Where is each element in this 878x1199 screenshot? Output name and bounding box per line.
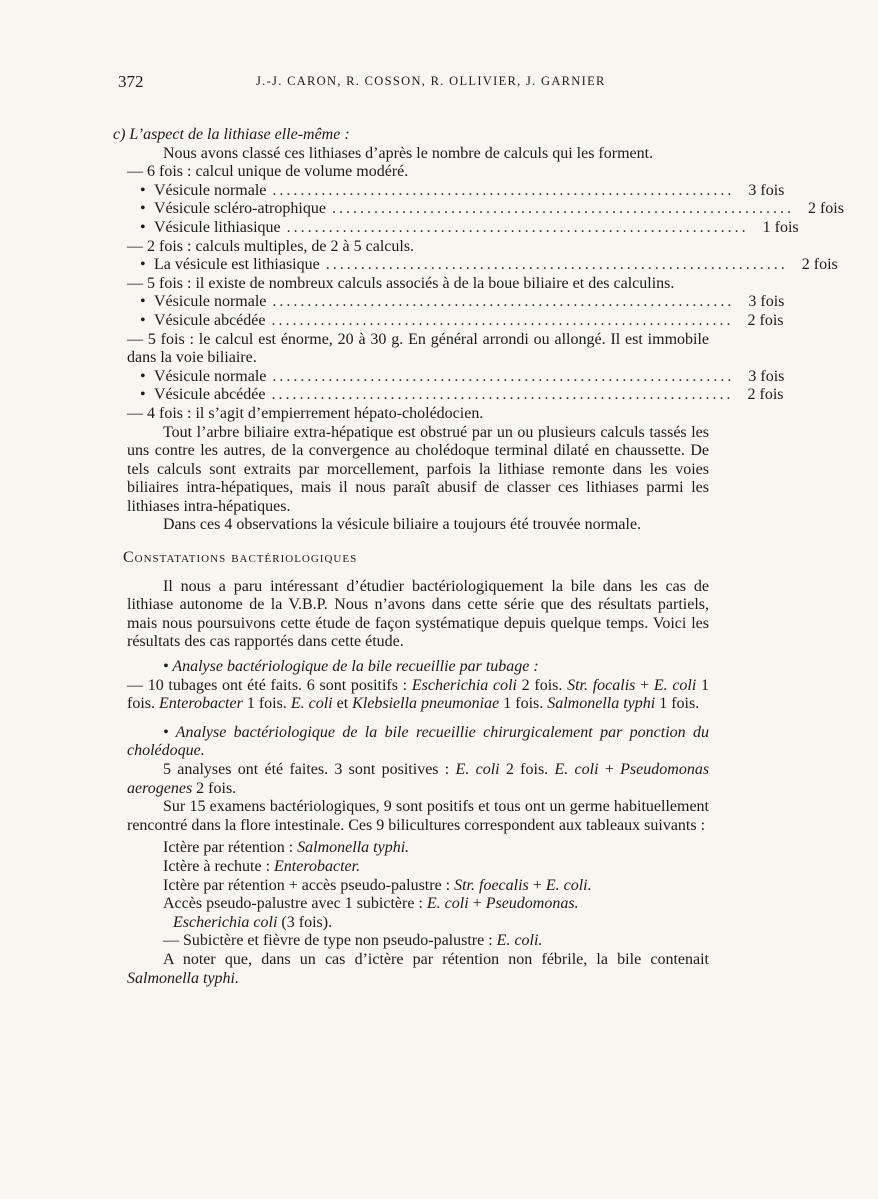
paragraph: Sur 15 examens bactériologiques, 9 sont positifs et tous ont un germe habituellement rencontré dans la flore intestinale. Ces 9 bilicultures correspondent aux tableaux suivants : xyxy=(127,798,709,834)
paragraph: Tout l’arbre biliaire extra-hépatique est obstrué par un ou plusieurs calculs tassés les uns contre les autres, de la convergence au cholédoque terminal dilaté en chaussette. De tels calculs sont extraits par morcellement, parfois la lithiase remonte dans les voies biliaires intra-hépatiques, mais il nous paraît abusif de classer ces lithiases parmi les lithiases intra-hépatiques. xyxy=(127,423,709,515)
ponction-results: 5 analyses ont été faites. 3 sont positives : E. coli 2 fois. E. coli + Pseudomonas aerogenes 2 fois. xyxy=(127,761,710,797)
tubage-results: — 10 tubages ont été faits. 6 sont positifs : Escherichia coli 2 fois. Str. focalis + E. coli 1 fois. Enterobacter 1 fois. E. coli et Klebsiella pneumoniae 1 fois. Salmonella typhi 1 fois. xyxy=(127,676,710,713)
paragraph: Il nous a paru intéressant d’étudier bactériologiquement la bile dans les cas de lithiase autonome de la V.B.P. Nous n’avons dans cette série que des résultats partiels, mais nous poursuivons cette étude de façon systématique depuis quelque temps. Voici les résultats des cas rapportés dans cette étude. xyxy=(127,577,709,651)
list-item: • Vésicule normale .................................................................. 3 fois xyxy=(140,367,785,385)
list-item: • Vésicule scléro-atrophique .................................................................. 2 fois xyxy=(140,200,844,218)
running-head-authors: J.-J. CARON, R. COSSON, R. OLLIVIER, J. GARNIER xyxy=(256,74,606,88)
page-number: 372 xyxy=(118,72,144,91)
tableau-line: Ictère à rechute : Enterobacter. xyxy=(163,857,361,875)
list-item: • Vésicule normale .................................................................. 3 fois xyxy=(140,181,785,199)
paragraph: Dans ces 4 observations la vésicule biliaire a toujours été trouvée normale. xyxy=(163,516,642,534)
page-body xyxy=(113,126,844,988)
list-item: • Vésicule abcédée .................................................................. 2 fois xyxy=(140,386,784,404)
section-c-intro: Nous avons classé ces lithiases d’après le nombre de calculs qui les forment. xyxy=(163,144,654,162)
group-1-line: — 6 fois : calcul unique de volume modéré. xyxy=(127,163,409,181)
list-item: • Vésicule lithiasique .................................................................. 1 fois xyxy=(140,218,799,236)
bacterio-heading: Constatations bactériologiques xyxy=(123,549,358,567)
ponction-heading: • Analyse bactériologique de la bile recueillie chirurgicalement par ponction du cholédoque. xyxy=(127,723,709,760)
group-5-line: — 4 fois : il s’agit d’empierrement hépato-cholédocien. xyxy=(127,404,484,422)
list-item: • La vésicule est lithiasique .................................................................. 2 fois xyxy=(140,256,838,274)
group-4-line: — 5 fois : le calcul est énorme, 20 à 30 g. En général arrondi ou allongé. Il est immobile dans la voie biliaire. xyxy=(127,330,709,367)
final-paragraph: A noter que, dans un cas d’ictère par rétention non fébrile, la bile contenait Salmonella typhi. xyxy=(127,950,709,987)
tableau-line: Accès pseudo-palustre avec 1 subictère : E. coli + Pseudomonas. xyxy=(163,895,579,913)
tubage-heading: • Analyse bactériologique de la bile recueillie par tubage : xyxy=(163,658,539,676)
list-item: • Vésicule normale .................................................................. 3 fois xyxy=(140,293,785,311)
group-3-line: — 5 fois : il existe de nombreux calculs associés à de la boue biliaire et des calculins. xyxy=(127,274,675,292)
group-2-line: — 2 fois : calculs multiples, de 2 à 5 calculs. xyxy=(127,237,415,255)
tableau-line: Ictère par rétention + accès pseudo-palustre : Str. foecalis + E. coli. xyxy=(163,876,592,894)
section-c-heading: c) L’aspect de la lithiase elle-même : xyxy=(113,126,350,143)
tableau-line: Ictère par rétention : Salmonella typhi. xyxy=(163,839,410,857)
tableau-line: Escherichia coli (3 fois). xyxy=(173,913,333,931)
tableau-line: — Subictère et fièvre de type non pseudo-palustre : E. coli. xyxy=(163,932,543,950)
list-item: • Vésicule abcédée .................................................................. 2 fois xyxy=(140,311,784,329)
